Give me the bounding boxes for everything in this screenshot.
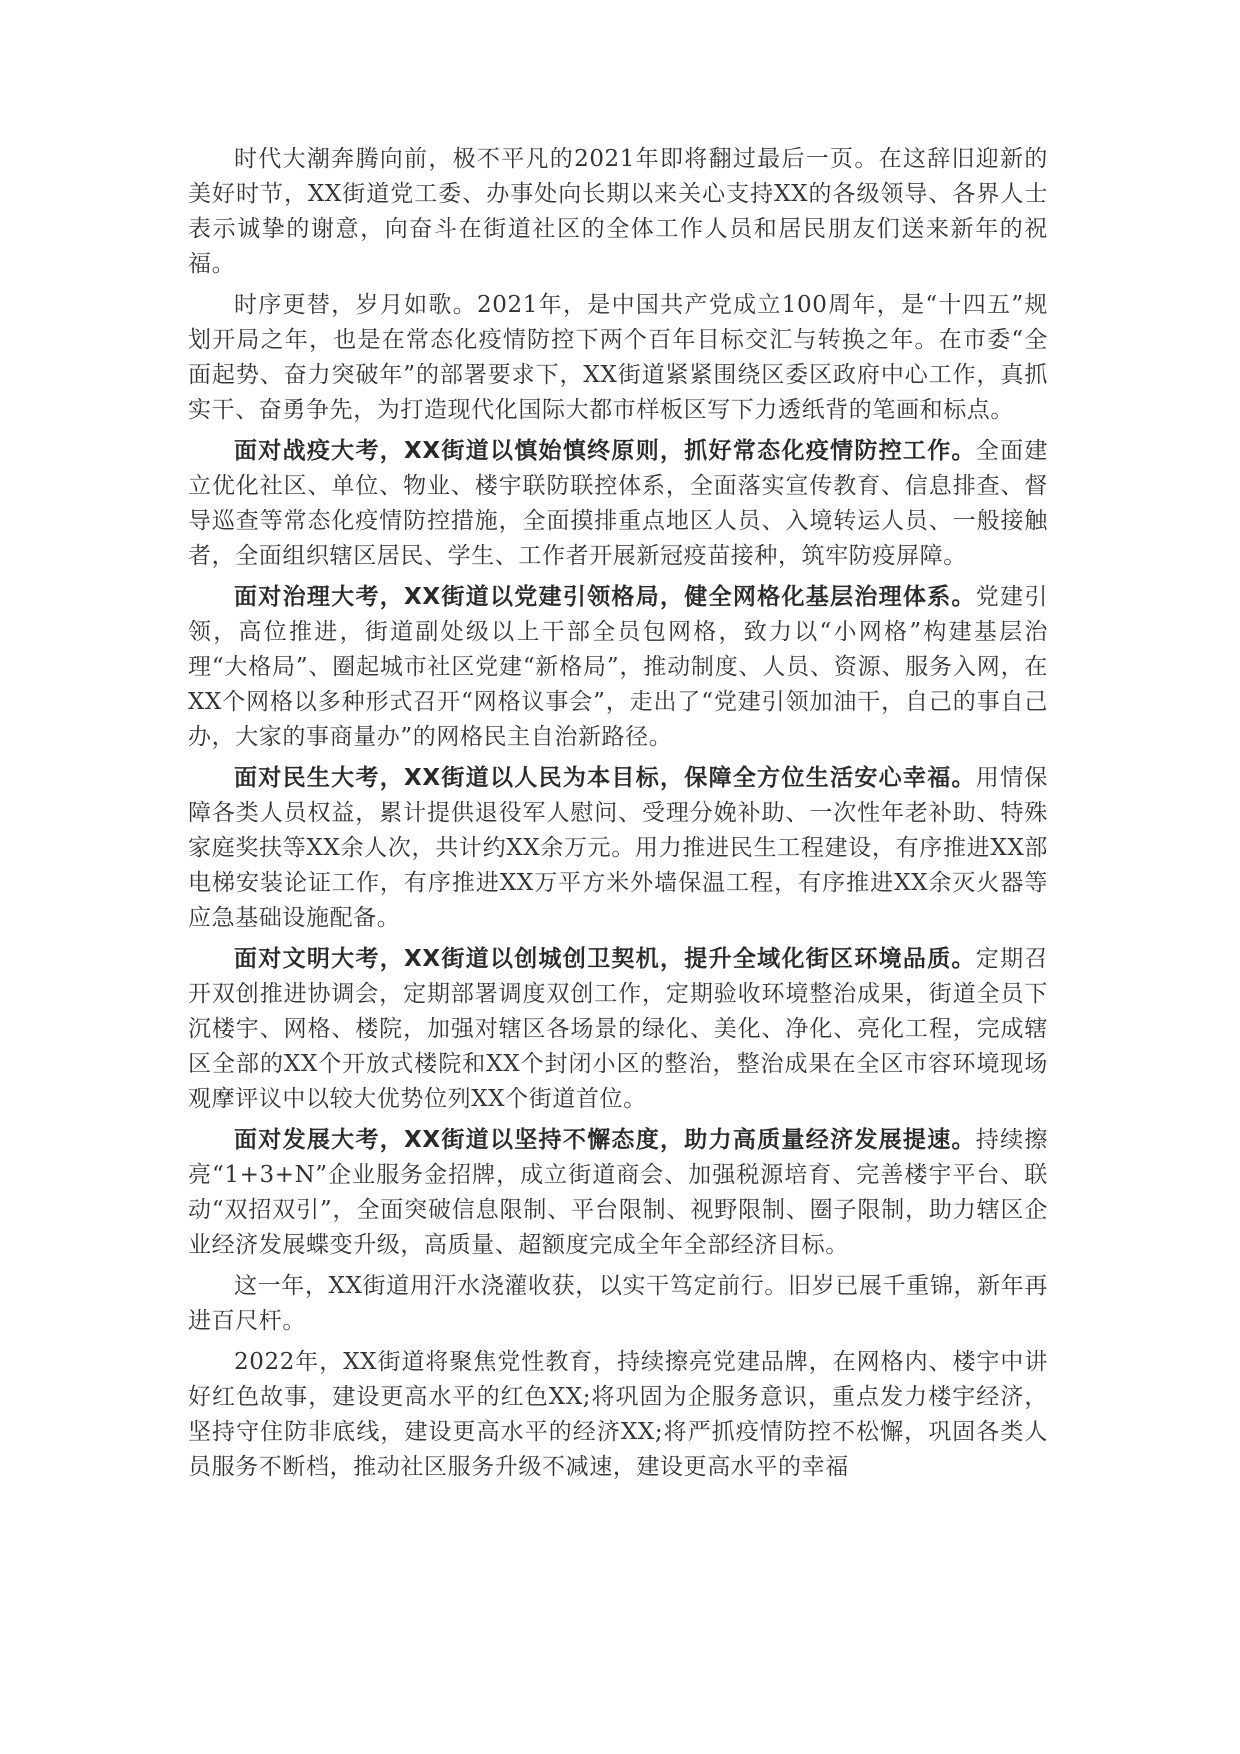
paragraph-text: 定期召开双创推进协调会，定期部署调度双创工作，定期验收环境整治成果，街道全员下沉楼宇、网格、楼院，加强对辖区各场景的绿化、美化、净化、亮化工程，完成辖区全部的XX个开放式楼院和XX个封闭小区的整治，整治成果在全区市容环境现场观摩评议中以较大优势位列XX个街道首位。 xyxy=(188,946,1048,1112)
paragraph-livelihood xyxy=(188,761,1048,936)
paragraph-governance xyxy=(188,580,1048,755)
paragraph-review-2021 xyxy=(188,288,1048,428)
paragraph-text: 时序更替，岁月如歌。2021年，是中国共产党成立100周年，是“十四五”规划开局之年，也是在常态化疫情防控下两个百年目标交汇与转换之年。在市委“全面起势、奋力突破年”的部署要求下，XX街道紧紧围绕区委区政府中心工作，真抓实干、奋勇争先，为打造现代化国际大都市样板区写下力透纸背的笔画和标点。 xyxy=(188,292,1048,423)
paragraph-text: 时代大潮奔腾向前，极不平凡的2021年即将翻过最后一页。在这辞旧迎新的美好时节，XX街道党工委、办事处向长期以来关心支持XX的各级领导、各界人士表示诚挚的谢意，向奋斗在街道社区的全体工作人员和居民朋友们送来新年的祝福。 xyxy=(188,146,1048,277)
paragraph-opening xyxy=(188,142,1048,282)
paragraph-text: 用情保障各类人员权益，累计提供退役军人慰问、受理分娩补助、一次性年老补助、特殊家庭奖扶等XX余人次，共计约XX余万元。用力推进民生工程建设，有序推进XX部电梯安装论证工作，有序推进XX万平方米外墙保温工程，有序推进XX余灭火器等应急基础设施配备。 xyxy=(188,765,1048,931)
paragraph-lead-heading: 面对发展大考，XX街道以坚持不懈态度，助力高质量经济发展提速。 xyxy=(234,1127,976,1153)
paragraph-plan-2022 xyxy=(188,1345,1048,1485)
paragraph-development xyxy=(188,1123,1048,1263)
paragraph-lead-heading: 面对民生大考，XX街道以人民为本目标，保障全方位生活安心幸福。 xyxy=(234,765,976,791)
paragraph-text: 党建引领，高位推进，街道副处级以上干部全员包网格，致力以“小网格”构建基层治理“大格局”、圈起城市社区党建“新格局”，推动制度、人员、资源、服务入网，在XX个网格以多种形式召开“网格议事会”，走出了“党建引领加油干，自己的事自己办，大家的事商量办”的网格民主自治新路径。 xyxy=(188,584,1048,750)
paragraph-text: 全面建立优化社区、单位、物业、楼宇联防联控体系，全面落实宣传教育、信息排查、督导巡查等常态化疫情防控措施，全面摸排重点地区人员、入境转运人员、一般接触者，全面组织辖区居民、学生、工作者开展新冠疫苗接种，筑牢防疫屏障。 xyxy=(188,438,1048,569)
paragraph-civilization xyxy=(188,942,1048,1117)
paragraph-epidemic xyxy=(188,434,1048,574)
paragraph-text: 这一年，XX街道用汗水浇灌收获，以实干笃定前行。旧岁已展千重锦，新年再进百尺杆。 xyxy=(188,1273,1048,1334)
paragraph-text: 2022年，XX街道将聚焦党性教育，持续擦亮党建品牌，在网格内、楼宇中讲好红色故事，建设更高水平的红色XX;将巩固为企服务意识，重点发力楼宇经济，坚持守住防非底线，建设更高水平的经济XX;将严抓疫情防控不松懈，巩固各类人员服务不断档，推动社区服务升级不减速，建设更高水平的幸福 xyxy=(188,1349,1048,1480)
document-page xyxy=(188,142,1048,1491)
paragraph-lead-heading: 面对战疫大考，XX街道以慎始慎终原则，抓好常态化疫情防控工作。 xyxy=(234,438,976,464)
paragraph-year-summary xyxy=(188,1269,1048,1339)
paragraph-lead-heading: 面对治理大考，XX街道以党建引领格局，健全网格化基层治理体系。 xyxy=(234,584,976,610)
paragraph-lead-heading: 面对文明大考，XX街道以创城创卫契机，提升全域化街区环境品质。 xyxy=(234,946,976,972)
paragraph-text: 持续擦亮“1+3+N”企业服务金招牌，成立街道商会、加强税源培育、完善楼宇平台、联动“双招双引”，全面突破信息限制、平台限制、视野限制、圈子限制，助力辖区企业经济发展蝶变升级，高质量、超额度完成全年全部经济目标。 xyxy=(188,1127,1048,1258)
